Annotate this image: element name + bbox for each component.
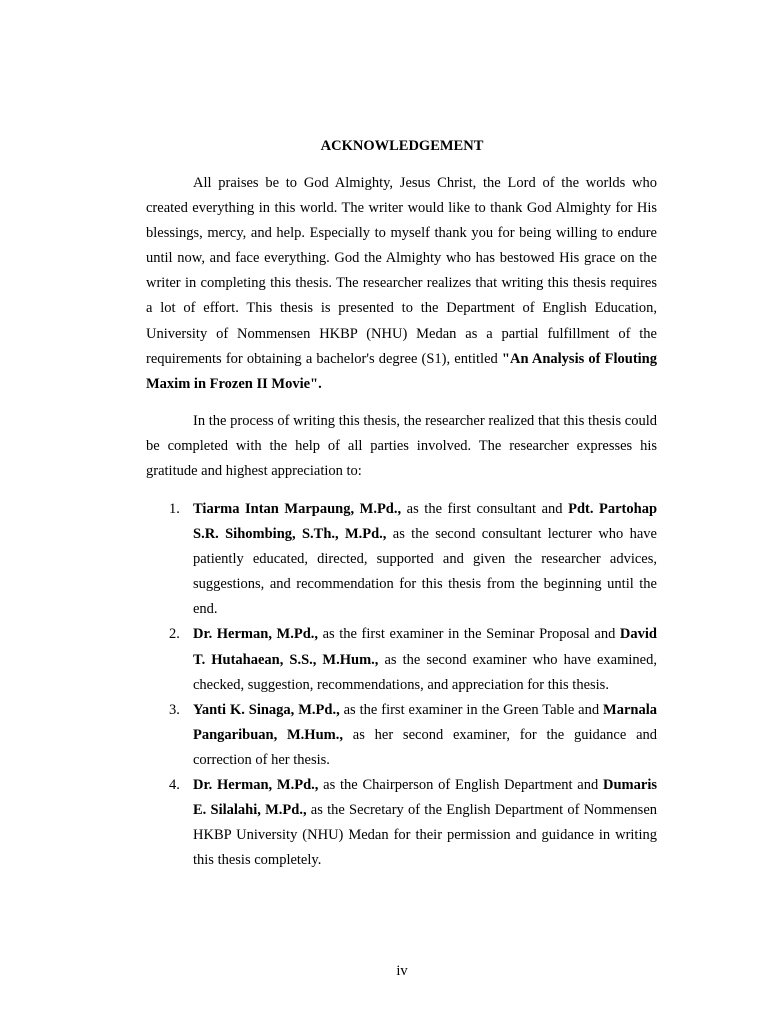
person-name: Yanti K. Sinaga, M.Pd.,: [193, 701, 340, 718]
person-name: Pdt. Partohap S.R. Sihombing, S.Th., M.Pd.,: [193, 501, 658, 543]
list-item-text: as the first examiner in the Green Table and: [339, 701, 604, 718]
list-item-text: as the second consultant lecturer who have patiently educated, directed, supported and given the researcher advices, suggestions, and recommendation for this thesis from the beginning until the end.: [193, 526, 657, 618]
list-item-text: as her second examiner, for the guidance and correction of her thesis.: [193, 726, 658, 768]
acknowledgement-list: [169, 497, 658, 873]
page-title: ACKNOWLEDGEMENT: [320, 138, 484, 154]
list-item-number: 3.: [169, 701, 180, 718]
paragraph-intro-text: All praises be to God Almighty, Jesus Christ, the Lord of the worlds who created everything in this world. The writer would like to thank God Almighty for His blessings, mercy, and help. Especially to myself thank you for being willing to endure until now, and face everything. God the Almighty who has bestowed His grace on the writer in completing this thesis. The researcher realizes that writing this thesis requires a lot of effort. This thesis is presented to the Department of English Education, University of Nommensen HKBP (NHU) Medan as a partial fulfillment of the requirements for obtaining a bachelor's degree (S1), entitled: [146, 175, 657, 367]
list-item: [169, 773, 658, 873]
list-item-number: 2.: [169, 626, 180, 643]
list-item-text: as the Secretary of the English Department of Nommensen HKBP University (NHU) Medan for their permission and guidance in writing this thesis completely.: [193, 802, 658, 869]
list-item: [169, 622, 657, 697]
thesis-title: "An Analysis of Flouting Maxim in Frozen II Movie".: [146, 350, 657, 392]
paragraph-intro: [146, 171, 657, 397]
person-name: Marnala Pangaribuan, M.Hum.,: [193, 701, 657, 743]
list-item-text: as the second examiner who have examined, checked, suggestion, recommendations, and appreciation for this thesis.: [193, 651, 657, 693]
person-name: Dr. Herman, M.Pd.,: [193, 777, 319, 794]
person-name: Dumaris E. Silalahi, M.Pd.,: [193, 777, 657, 819]
list-item-text: as the first consultant and: [401, 501, 569, 517]
list-item: [169, 698, 658, 773]
list-item: [169, 497, 658, 622]
list-item-text: as the Chairperson of English Department and: [318, 777, 604, 794]
list-item-number: 4.: [169, 777, 180, 794]
list-item-number: 1.: [169, 501, 180, 517]
paragraph-gratitude: In the process of writing this thesis, the researcher realized that this thesis could be completed with the help of all parties involved. The researcher expresses his gratitude and highest appreciation to:: [146, 413, 657, 480]
person-name: Dr. Herman, M.Pd.,: [193, 626, 319, 643]
person-name: Tiarma Intan Marpaung, M.Pd.,: [193, 501, 402, 517]
list-item-text: as the first examiner in the Seminar Proposal and: [318, 626, 620, 643]
person-name: David T. Hutahaean, S.S., M.Hum.,: [193, 626, 657, 668]
page-number: iv: [396, 963, 408, 979]
